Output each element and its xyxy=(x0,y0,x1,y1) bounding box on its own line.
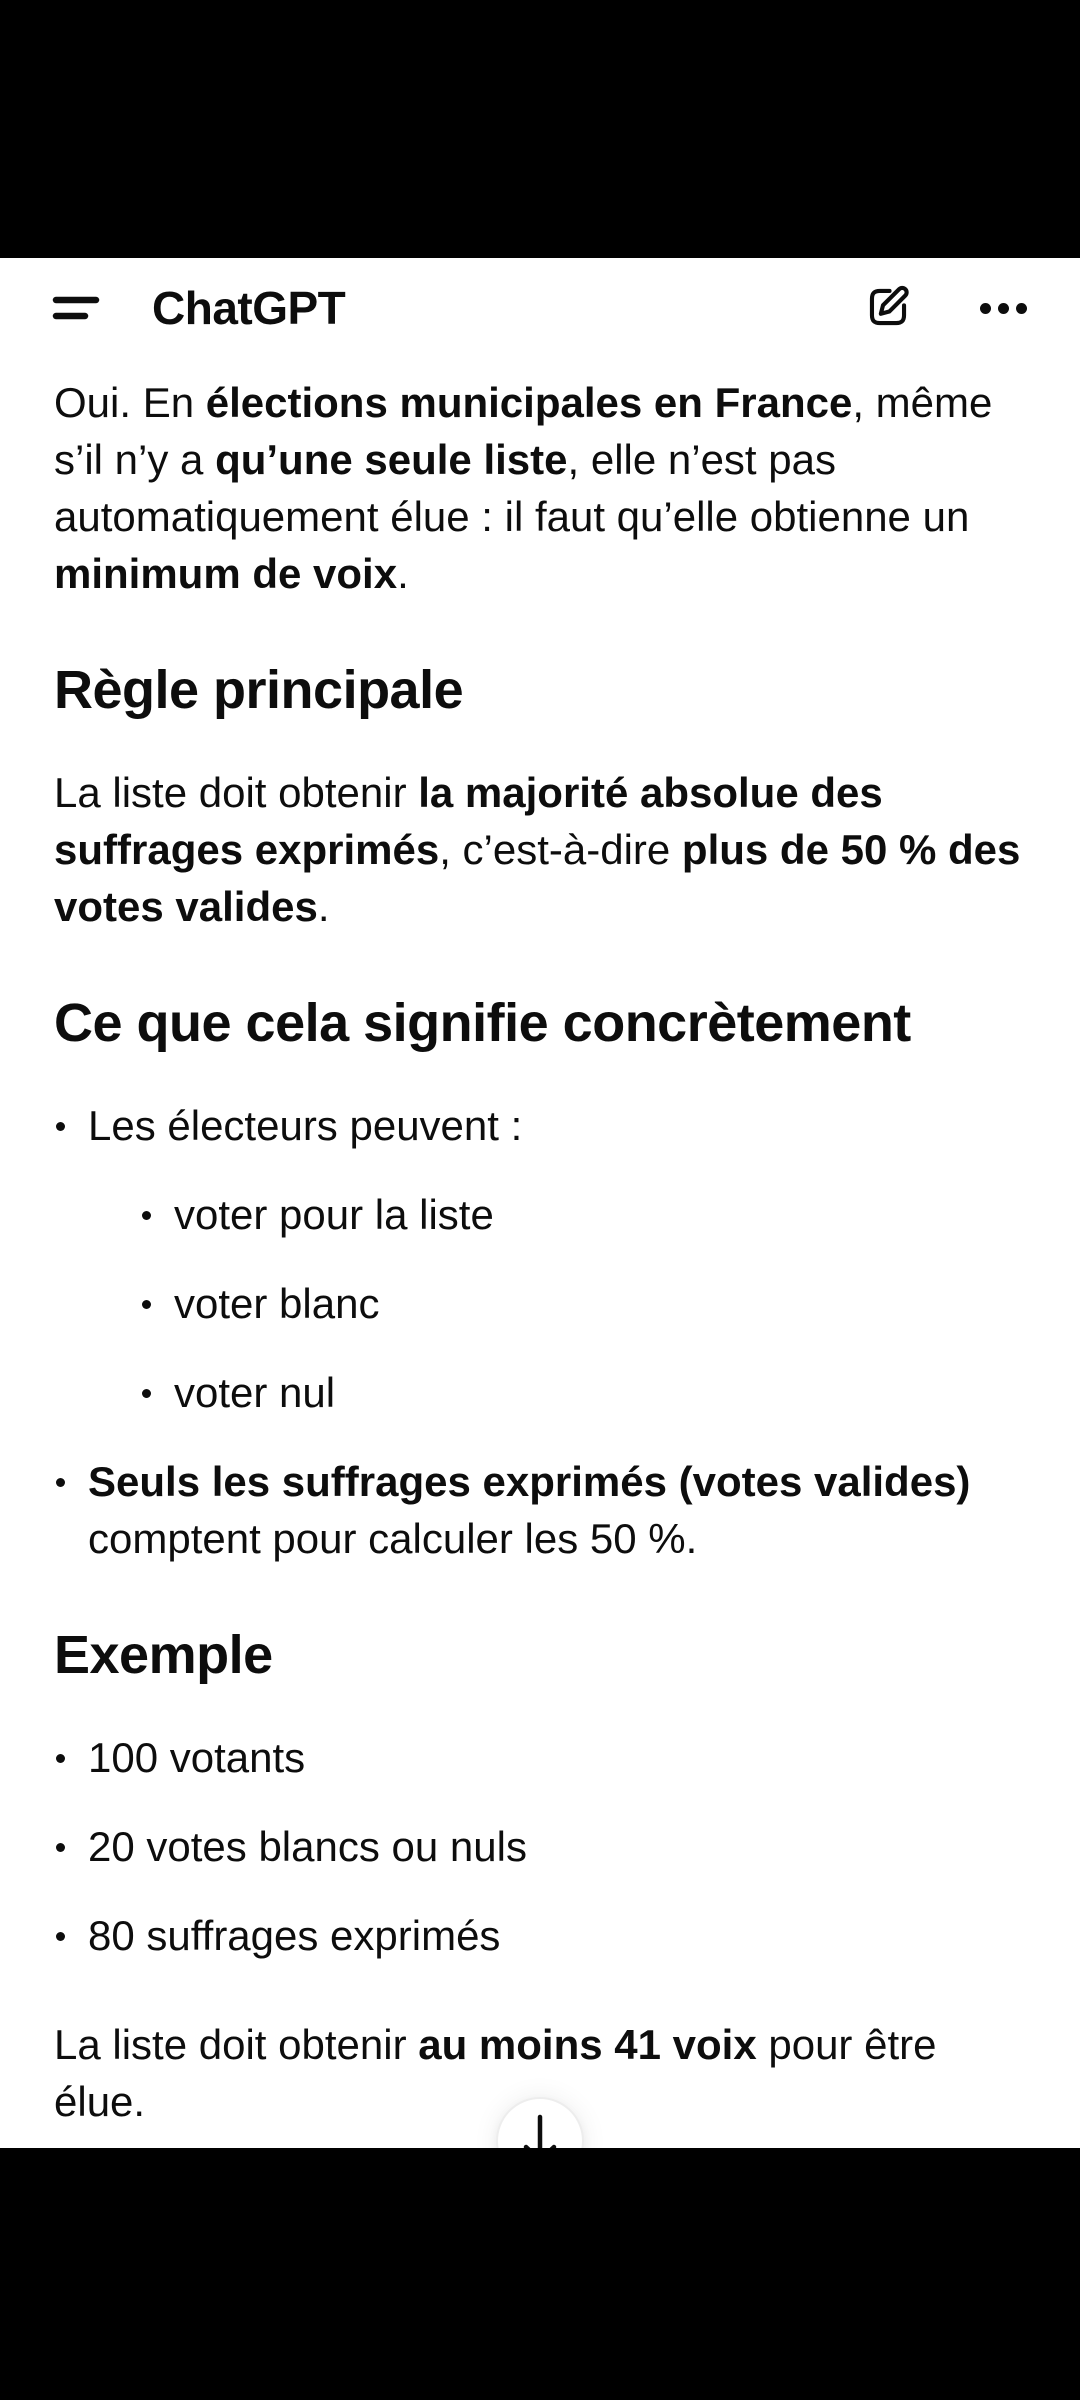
menu-icon xyxy=(52,286,100,331)
list-item: voter pour la liste xyxy=(140,1186,1026,1243)
list-item: 100 votants xyxy=(54,1729,1026,1786)
paragraph-conclusion: La liste doit obtenir au moins 41 voix pour être élue. xyxy=(54,2021,937,2125)
compose-button[interactable] xyxy=(862,282,914,334)
list-item: Les électeurs peuvent : voter pour la liste voter blanc voter nul xyxy=(54,1097,1026,1421)
more-options-button[interactable] xyxy=(976,282,1030,334)
heading-rule: Règle principale xyxy=(54,660,464,720)
list-item: voter nul xyxy=(140,1364,1026,1421)
bottom-bar-area xyxy=(0,2148,1080,2400)
heading-example: Exemple xyxy=(54,1625,273,1685)
paragraph-rule: La liste doit obtenir la majorité absolue des suffrages exprimés, c’est-à-dire plus de 50 % des votes valides. xyxy=(54,769,1021,930)
menu-button[interactable] xyxy=(52,286,100,331)
list-item: Seuls les suffrages exprimés (votes valides) comptent pour calculer les 50 %. xyxy=(54,1453,1026,1567)
paragraph-intro: Oui. En élections municipales en France, même s’il n’y a qu’une seule liste, elle n’est pas automatiquement élue : il faut qu’elle obtienne un minimum de voix. xyxy=(54,379,993,597)
page-title: ChatGPT xyxy=(152,282,346,334)
compose-icon xyxy=(862,281,914,336)
header-actions xyxy=(862,282,1030,334)
list-item: 20 votes blancs ou nuls xyxy=(54,1818,1026,1875)
list-vote-options xyxy=(140,1186,1026,1421)
assistant-message xyxy=(0,358,1080,2182)
list-example xyxy=(54,1729,1026,1964)
status-bar-area xyxy=(0,0,1080,258)
heading-meaning: Ce que cela signifie concrètement xyxy=(54,993,911,1053)
ellipsis-icon xyxy=(980,303,1027,314)
list-meaning xyxy=(54,1097,1026,1567)
list-item: 80 suffrages exprimés xyxy=(54,1907,1026,1964)
app-header xyxy=(0,258,1080,358)
list-item: voter blanc xyxy=(140,1275,1026,1332)
